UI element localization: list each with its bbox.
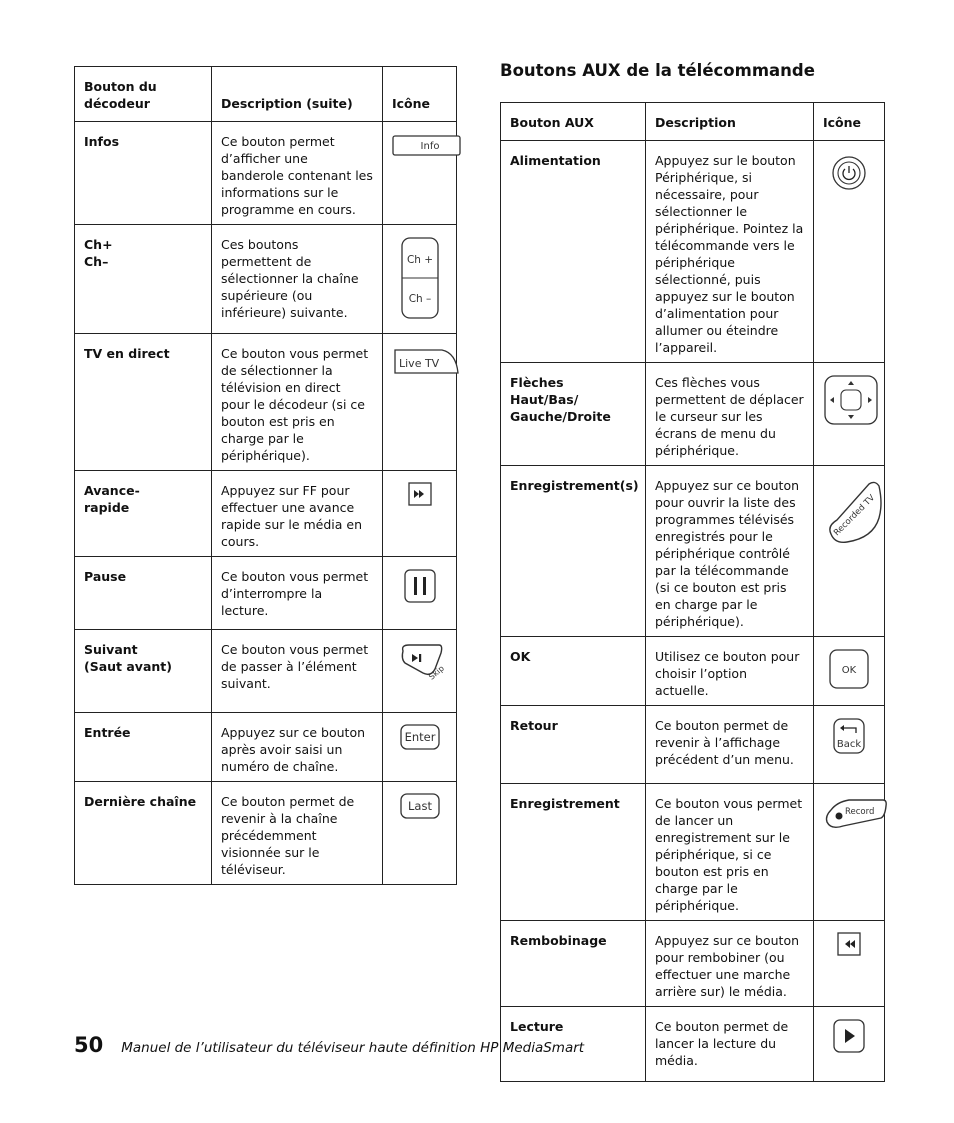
button-description: Appuyez sur ce bouton pour ouvrir la liste des programmes télévisés enregistrés pour le périphérique contrôlé par la télécommande (si ce bouton est pris en charge par le périphérique). [646, 466, 814, 637]
channel-rocker-icon [400, 236, 440, 320]
table-header-row [501, 103, 885, 141]
button-description: Ce bouton vous permet de lancer un enregistrement sur le périphérique, si ce bouton est pris en charge par le périphérique. [646, 784, 814, 921]
button-name: Pause [75, 557, 212, 630]
table-row [75, 630, 457, 713]
icon-cell [383, 782, 457, 885]
recorded-tv-icon [823, 478, 885, 546]
column-header-description: Description (suite) [212, 67, 383, 122]
icon-cell [814, 706, 885, 784]
button-description: Ce bouton vous permet de sélectionner la télévision en direct pour le décodeur (si ce bouton est pris en charge par le périphérique). [212, 334, 383, 471]
enter-icon [400, 724, 440, 750]
button-name: OK [501, 637, 646, 706]
table-row [501, 921, 885, 1007]
pause-icon [403, 568, 437, 604]
button-description: Ces flèches vous permettent de déplacer le curseur sur les écrans de menu du périphérique. [646, 363, 814, 466]
skip-icon [395, 641, 445, 683]
back-icon [832, 717, 866, 755]
skip-text: Skip [426, 663, 446, 682]
button-description: Appuyez sur FF pour effectuer une avance rapide sur le média en cours. [212, 471, 383, 557]
icon-cell [383, 225, 457, 334]
footer-text: Manuel de l’utilisateur du téléviseur haute définition HP MediaSmart [121, 1040, 585, 1056]
icon-cell [383, 713, 457, 782]
power-icon [831, 155, 867, 191]
aux-buttons-table [500, 102, 885, 1082]
button-name: Entrée [75, 713, 212, 782]
button-description: Appuyez sur le bouton Périphérique, si nécessaire, pour sélectionner le périphérique. Pointez la télécommande vers le périphérique sélectionné, puis appuyez sur le bouton d’alimentation pour allumer ou éteindre l’appareil. [646, 141, 814, 363]
button-name: Retour [501, 706, 646, 784]
table-header-row [75, 67, 457, 122]
last-text: Last [407, 799, 432, 813]
page-footer [74, 1033, 584, 1057]
ok-icon [828, 648, 870, 690]
table-row [75, 713, 457, 782]
button-description: Ce bouton permet de revenir à l’affichage précédent d’un menu. [646, 706, 814, 784]
table-row [501, 706, 885, 784]
button-name: Avance- rapide [75, 471, 212, 557]
column-header-icon: Icône [383, 67, 457, 122]
recorded-tv-text: Recorded TV [832, 493, 878, 539]
icon-cell [383, 471, 457, 557]
button-description: Ce bouton vous permet d’interrompre la lecture. [212, 557, 383, 630]
back-text: Back [836, 739, 862, 750]
table-row [501, 784, 885, 921]
page-number: 50 [74, 1033, 104, 1057]
icon-cell [814, 784, 885, 921]
button-name: Ch+ Ch– [75, 225, 212, 334]
rewind-icon [837, 932, 861, 956]
button-description: Ce bouton permet de revenir à la chaîne précédemment visionnée sur le téléviseur. [212, 782, 383, 885]
button-description: Ce bouton vous permet de passer à l’élément suivant. [212, 630, 383, 713]
record-text: Record [845, 807, 875, 817]
button-name: Alimentation [501, 141, 646, 363]
table-row [75, 225, 457, 334]
enter-text: Enter [404, 730, 435, 744]
set-top-box-buttons-table [74, 66, 457, 885]
dpad-icon [823, 374, 879, 426]
button-name: Flèches Haut/Bas/ Gauche/Droite [501, 363, 646, 466]
button-name: Dernière chaîne [75, 782, 212, 885]
button-description: Ce bouton permet d’afficher une banderole contenant les informations sur le programme en cours. [212, 122, 383, 225]
record-icon [823, 794, 889, 832]
icon-cell [814, 141, 885, 363]
icon-cell [814, 466, 885, 637]
info-button-text: Info [420, 141, 440, 152]
button-description: Appuyez sur ce bouton après avoir saisi un numéro de chaîne. [212, 713, 383, 782]
play-icon [832, 1018, 866, 1054]
fast-forward-icon [408, 482, 432, 506]
table-row [501, 141, 885, 363]
icon-cell [383, 122, 457, 225]
column-header-button: Bouton AUX [501, 103, 646, 141]
column-header-button: Bouton du décodeur [75, 67, 212, 122]
live-tv-icon [392, 345, 460, 377]
table-row [501, 637, 885, 706]
table-row [75, 557, 457, 630]
icon-cell [814, 363, 885, 466]
icon-cell [383, 334, 457, 471]
table-row [501, 466, 885, 637]
button-description: Appuyez sur ce bouton pour rembobiner (ou effectuer une marche arrière sur) le média. [646, 921, 814, 1007]
channel-up-text: Ch + [406, 254, 433, 266]
info-button-icon [392, 133, 462, 159]
button-name: TV en direct [75, 334, 212, 471]
section-title: Boutons AUX de la télécommande [500, 61, 815, 80]
button-name: Enregistrement [501, 784, 646, 921]
table-row [75, 122, 457, 225]
live-tv-text: Live TV [399, 357, 440, 370]
table-row [501, 363, 885, 466]
button-name: Rembobinage [501, 921, 646, 1007]
button-name: Suivant (Saut avant) [75, 630, 212, 713]
table-row [75, 471, 457, 557]
column-header-description: Description [646, 103, 814, 141]
button-name: Enregistrement(s) [501, 466, 646, 637]
ok-text: OK [841, 665, 857, 676]
table-row [75, 782, 457, 885]
icon-cell [814, 637, 885, 706]
last-icon [400, 793, 440, 819]
column-header-icon: Icône [814, 103, 885, 141]
icon-cell [814, 921, 885, 1007]
icon-cell [383, 557, 457, 630]
button-name: Lecture [501, 1007, 646, 1082]
button-description: Ce bouton permet de lancer la lecture du média. [646, 1007, 814, 1082]
button-description: Ces boutons permettent de sélectionner la chaîne supérieure (ou inférieure) suivante. [212, 225, 383, 334]
table-row [75, 334, 457, 471]
button-name: Infos [75, 122, 212, 225]
button-description: Utilisez ce bouton pour choisir l’option actuelle. [646, 637, 814, 706]
icon-cell [383, 630, 457, 713]
icon-cell [814, 1007, 885, 1082]
channel-down-text: Ch – [408, 293, 431, 305]
